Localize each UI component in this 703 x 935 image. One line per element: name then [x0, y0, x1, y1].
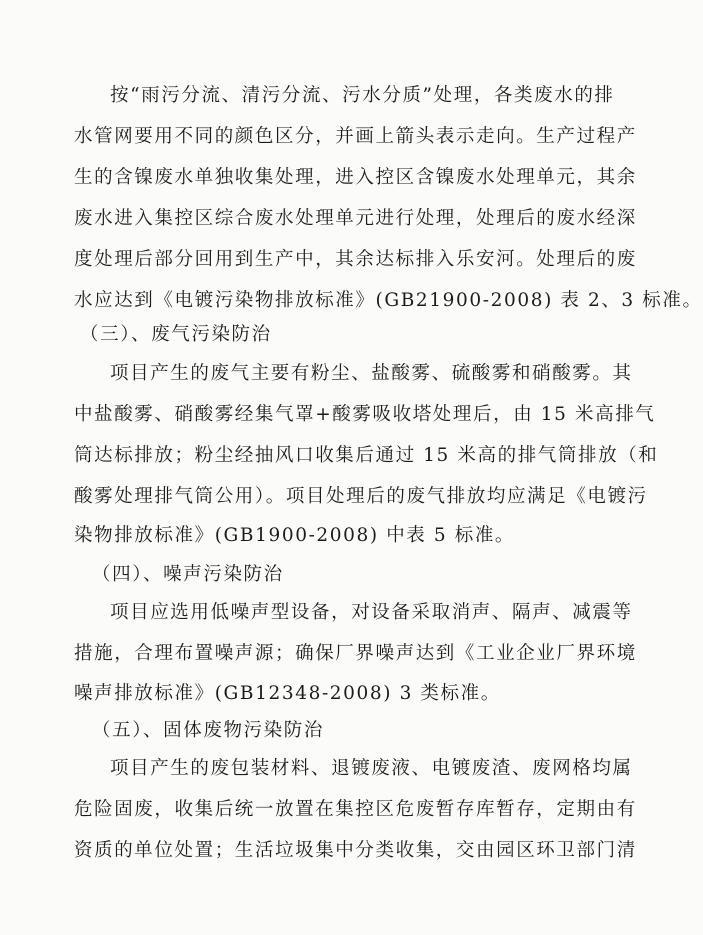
- paragraph-line: 废水进入集控区综合废水处理单元进行处理，处理后的废水经深: [74, 208, 637, 229]
- paragraph-line: 措施，合理布置噪声源；确保厂界噪声达到《工业企业厂界环境: [74, 643, 637, 664]
- section-heading: （三）、废气污染防治: [80, 324, 272, 345]
- paragraph-line: 项目产生的废气主要有粉尘、盐酸雾、硫酸雾和硝酸雾。其: [110, 363, 633, 384]
- paragraph-line: 水应达到《电镀污染物排放标准》(GB21900-2008) 表 2、3 标准。: [74, 290, 703, 311]
- paragraph-line: 度处理后部分回用到生产中，其余达标排入乐安河。处理后的废: [74, 249, 637, 270]
- section-heading: （五）、固体废物污染防治: [92, 720, 324, 741]
- paragraph-line: 生的含镍废水单独收集处理，进入控区含镍废水处理单元，其余: [74, 167, 637, 188]
- paragraph-line: 水管网要用不同的颜色区分，并画上箭头表示走向。生产过程产: [74, 126, 637, 147]
- paragraph-line: 染物排放标准》(GB1900-2008) 中表 5 标准。: [74, 525, 516, 546]
- paragraph-line: 项目产生的废包装材料、退镀废液、电镀废渣、废网格均属: [110, 758, 633, 779]
- paragraph-line: 危险固废，收集后统一放置在集控区危废暂存库暂存，定期由有: [74, 799, 637, 820]
- paragraph-line: 酸雾处理排气筒公用）。项目处理后的废气排放均应满足《电镀污: [74, 486, 648, 507]
- paragraph-line: 噪声排放标准》(GB12348-2008) 3 类标准。: [74, 683, 501, 704]
- paragraph-line: 项目应选用低噪声型设备，对设备采取消声、隔声、减震等: [110, 602, 633, 623]
- section-heading: （四）、噪声污染防治: [92, 564, 284, 585]
- paragraph-line: 按“雨污分流、清污分流、污水分质”处理，各类废水的排: [110, 85, 615, 106]
- paragraph-line: 中盐酸雾、硝酸雾经集气罩+酸雾吸收塔处理后，由 15 米高排气: [74, 404, 656, 425]
- paragraph-line: 筒达标排放；粉尘经抽风口收集后通过 15 米高的排气筒排放（和: [74, 445, 659, 466]
- paragraph-line: 资质的单位处置；生活垃圾集中分类收集，交由园区环卫部门清: [74, 840, 637, 861]
